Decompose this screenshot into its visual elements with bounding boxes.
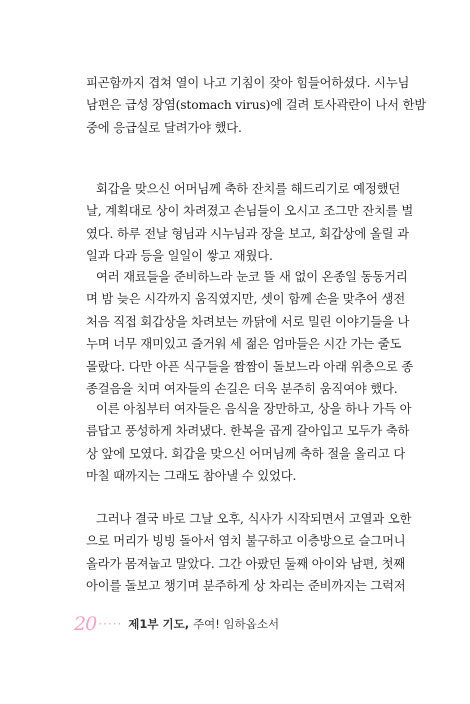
text-line: 여러 재료들을 준비하느라 눈코 뜰 새 없이 온종일 동동거리 — [96, 270, 408, 284]
text-line: 그러나 결국 바로 그날 오후, 식사가 시작되면서 고열과 오한 — [96, 512, 412, 526]
text-line: 였다. 하루 전날 형님과 시누님과 장을 보고, 회갑상에 올릴 과 — [86, 226, 409, 241]
paragraph — [86, 508, 412, 598]
text-line: 회갑을 맞으신 어머님께 축하 잔치를 해드리기로 예정했던 — [96, 182, 401, 196]
footer-dots: ····· — [98, 617, 123, 631]
text-line: 며 밤 늦은 시각까지 움직였지만, 셋이 함께 손을 맞추어 생전 — [86, 292, 406, 307]
text-line: 피곤함까지 겹쳐 열이 나고 기침이 잦아 힘들어하셨다. 시누님 — [86, 76, 410, 90]
text-line: 아이를 돌보고 챙기며 분주하게 상 차리는 준비까지는 그럭저 — [86, 579, 406, 594]
text-line: 종걸음을 치며 여자들의 손길은 더욱 분주히 움직여야 했다. — [86, 381, 398, 396]
paragraph — [86, 72, 427, 139]
page-footer — [74, 609, 279, 639]
text-line: 일과 다과 등을 일일이 쌓고 재웠다. — [86, 249, 273, 264]
paragraph — [86, 178, 414, 268]
text-line: 이른 아침부터 여자들은 음식을 장만하고, 상을 하나 가득 아 — [96, 402, 412, 416]
text-line: 중에 응급실로 달려가야 했다. — [86, 120, 242, 135]
page-number: 20 — [74, 613, 97, 635]
text-line: 상 앞에 모였다. 회갑을 맞으신 어머님께 축하 절을 올리고 다 — [86, 446, 406, 461]
text-line: 처음 직접 회갑상을 차려보는 까닭에 서로 밀린 이야기들을 나 — [86, 314, 410, 329]
section-label: 제1부 기도, — [128, 617, 190, 631]
text-line: 으로 머리가 빙빙 돌아서 염치 불구하고 이층방으로 슬그머니 — [86, 534, 406, 549]
text-line: 름답고 풍성하게 차려냈다. 한복을 곱게 갈아입고 모두가 축하 — [86, 424, 410, 439]
section-title: 주여! 임하옵소서 — [193, 617, 280, 631]
paragraph — [86, 398, 412, 488]
text-line: 남편은 급성 장염(stomach virus)에 걸려 토사곽란이 나서 한밤 — [86, 98, 427, 113]
text-line: 마칠 때까지는 그래도 참아낼 수 있었다. — [86, 469, 297, 484]
text-line: 날, 계획대로 상이 차려졌고 손님들이 오시고 조그만 잔치를 벌 — [86, 204, 414, 219]
text-line: 누며 너무 재미있고 즐거워 세 젊은 엄마들은 시간 가는 줄도 — [86, 337, 402, 352]
text-line: 몰랐다. 다만 아픈 식구들을 짬짬이 돌보느라 아래 위층으로 종 — [86, 359, 414, 374]
paragraph — [86, 266, 414, 400]
text-line: 올라가 몸져눕고 말았다. 그간 아팠던 둘째 아이와 남편, 첫째 — [86, 556, 406, 571]
